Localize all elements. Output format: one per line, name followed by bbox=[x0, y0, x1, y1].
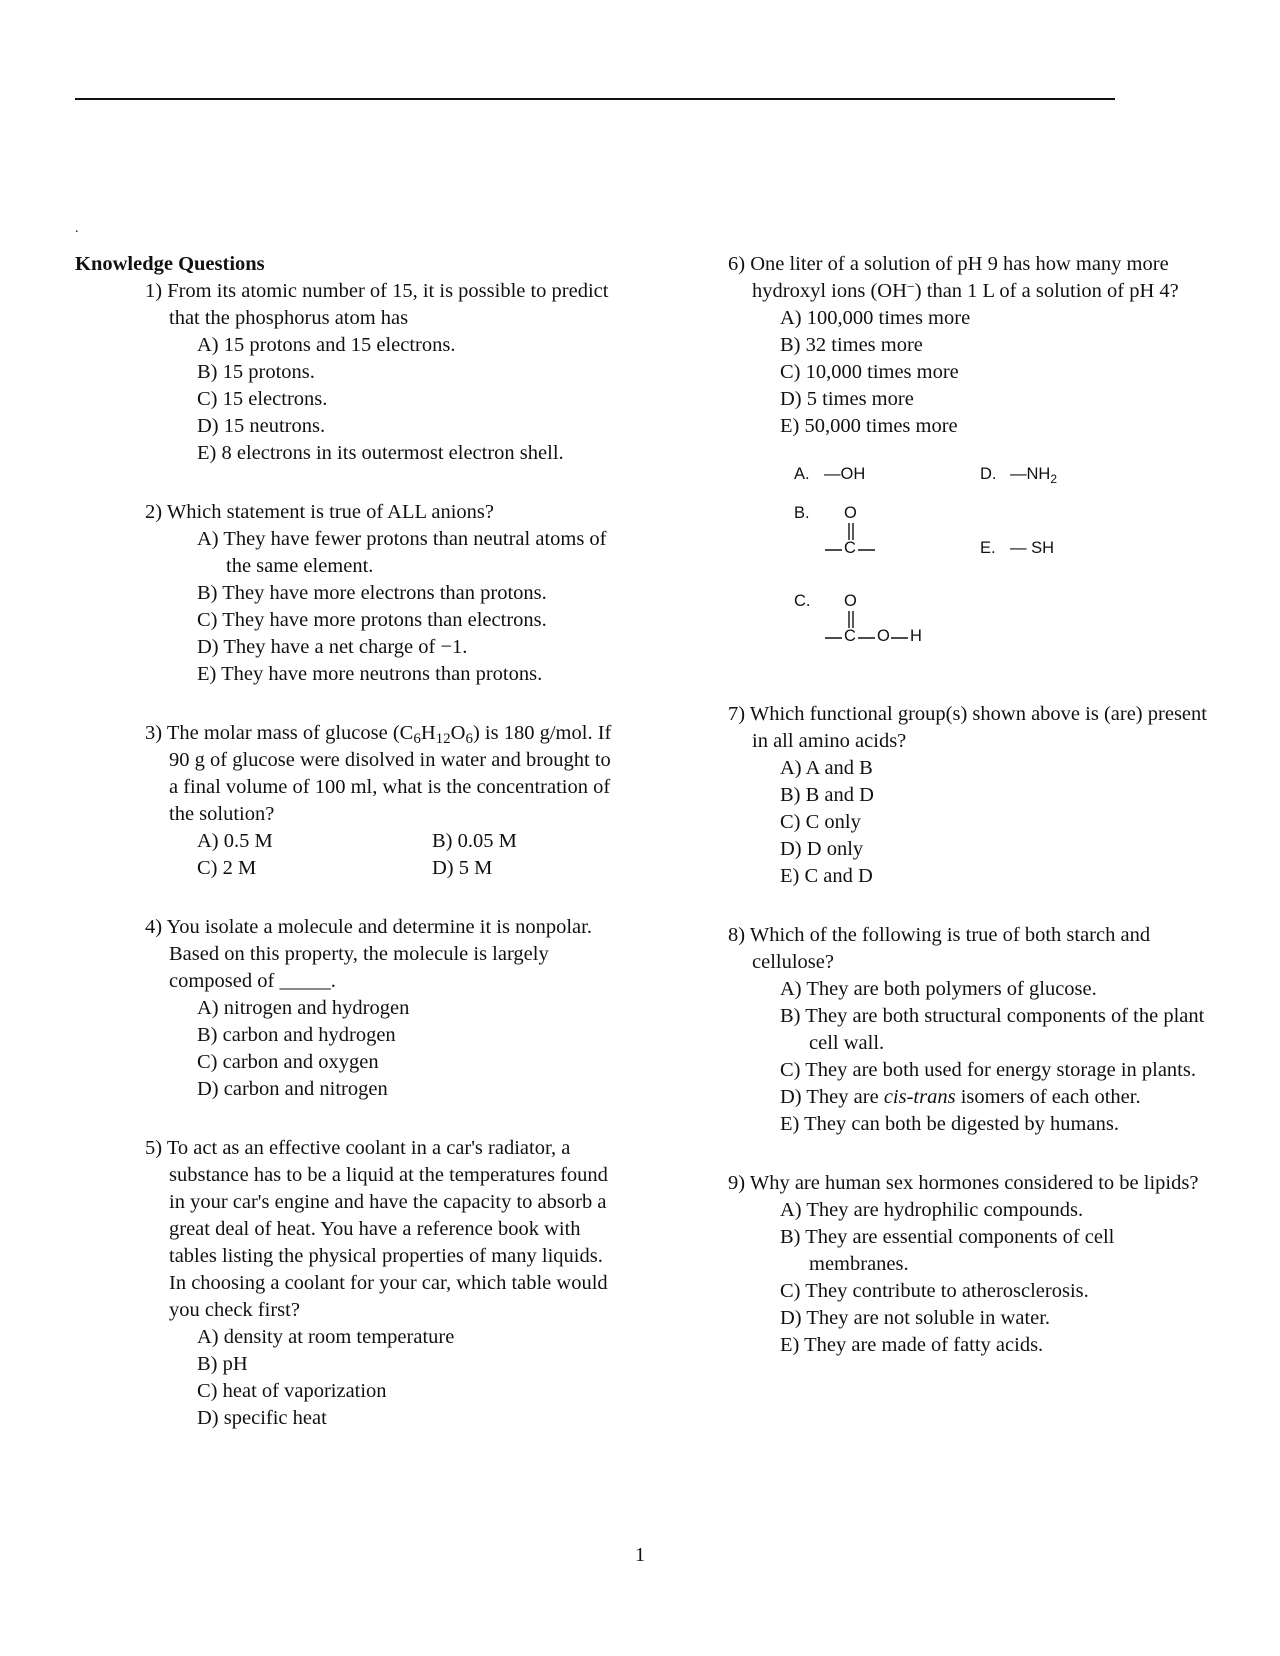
option-e: E) They are made of fatty acids. bbox=[780, 1334, 1044, 1356]
option-b: B) They are essential components of cell membranes. bbox=[780, 1226, 1115, 1275]
page-number: 1 bbox=[634, 1544, 646, 1566]
option-d: D) 5 M bbox=[432, 857, 493, 879]
functional-groups-figure bbox=[728, 460, 1208, 675]
option-e: E) 50,000 times more bbox=[780, 415, 958, 437]
question-8 bbox=[728, 922, 1208, 1138]
question-stem: 5) To act as an effective coolant in a car's radiator, a substance has to be a liquid at the temperatures found in your car's engine and have the capacity to absorb a great deal of heat. You have a reference book with tables listing the physical properties of many liquids. In choosing a coolant for your car, which table would you check first? bbox=[145, 1137, 608, 1321]
group-c-left-bond bbox=[825, 636, 843, 640]
option-e: E) C and D bbox=[780, 865, 873, 887]
group-b-carbon: C bbox=[844, 539, 856, 557]
option-d: D) D only bbox=[780, 838, 864, 860]
option-b: B) They have more electrons than protons. bbox=[197, 582, 547, 604]
option-a: A) nitrogen and hydrogen bbox=[197, 997, 410, 1019]
right-column bbox=[728, 251, 1208, 1391]
option-a: A) They have fewer protons than neutral atoms of the same element. bbox=[197, 528, 607, 577]
question-6 bbox=[728, 251, 1208, 440]
option-b: B) carbon and hydrogen bbox=[197, 1024, 396, 1046]
group-b-right-bond bbox=[858, 548, 876, 552]
question-stem: 4) You isolate a molecule and determine it is nonpolar. Based on this property, the molecule is largely composed of _____. bbox=[145, 916, 592, 992]
option-a: A) density at room temperature bbox=[197, 1326, 455, 1348]
option-a: A) A and B bbox=[780, 757, 873, 779]
option-a: A) 100,000 times more bbox=[780, 307, 971, 329]
group-a-hydroxyl: —OH bbox=[824, 465, 866, 483]
header-rule bbox=[75, 98, 1115, 100]
option-c: C) 15 electrons. bbox=[197, 388, 328, 410]
option-e: E) They have more neutrons than protons. bbox=[197, 663, 543, 685]
question-stem: 8) Which of the following is true of both starch and cellulose? bbox=[728, 924, 1151, 973]
option-d: D) 5 times more bbox=[780, 388, 914, 410]
option-d: D) They are not soluble in water. bbox=[780, 1307, 1051, 1329]
option-a: A) 0.5 M bbox=[197, 830, 273, 852]
option-b: B) pH bbox=[197, 1353, 248, 1375]
question-stem: 7) Which functional group(s) shown above is (are) present in all amino acids? bbox=[728, 703, 1207, 752]
question-9 bbox=[728, 1170, 1208, 1359]
option-d: D) 15 neutrons. bbox=[197, 415, 326, 437]
option-a: A) They are hydrophilic compounds. bbox=[780, 1199, 1084, 1221]
group-d-label: D. bbox=[980, 465, 997, 483]
option-b: B) 15 protons. bbox=[197, 361, 315, 383]
option-b: B) They are both structural components of the plant cell wall. bbox=[780, 1005, 1205, 1054]
question-stem: 1) From its atomic number of 15, it is possible to predict that the phosphorus atom has bbox=[145, 280, 609, 329]
option-c: C) They contribute to atherosclerosis. bbox=[780, 1280, 1089, 1302]
group-c-label: C. bbox=[794, 592, 811, 610]
group-c-oxygen: O bbox=[844, 592, 857, 610]
group-d-amino: $—NH_2$ bbox=[1010, 465, 1058, 486]
option-c: C) heat of vaporization bbox=[197, 1380, 387, 1402]
option-d: D) They have a net charge of −1. bbox=[197, 636, 468, 658]
group-b-label: B. bbox=[794, 504, 810, 522]
option-c: C) carbon and oxygen bbox=[197, 1051, 379, 1073]
question-stem: 6) One liter of a solution of pH 9 has how many more hydroxyl ions (OH−) than 1 L of a solution of pH 4? bbox=[728, 253, 1179, 302]
option-e: E) 8 electrons in its outermost electron shell. bbox=[197, 442, 564, 464]
option-c: C) 2 M bbox=[197, 857, 257, 879]
question-stem: 9) Why are human sex hormones considered to be lipids? bbox=[728, 1172, 1199, 1194]
question-4 bbox=[145, 914, 615, 1103]
question-stem: 3) The molar mass of glucose $(C_6H_{12}O_6)$ is 180 g/mol. If 90 g of glucose were disolved in water and brought to a final volume of 100 ml, what is the concentration of the solution? bbox=[145, 722, 612, 825]
question-2 bbox=[145, 499, 615, 688]
option-c: C) They have more protons than electrons. bbox=[197, 609, 547, 631]
option-c: C) C only bbox=[780, 811, 861, 833]
option-a: A) 15 protons and 15 electrons. bbox=[197, 334, 456, 356]
stray-dot: . bbox=[75, 221, 79, 236]
group-a-label: A. bbox=[794, 465, 810, 483]
question-1 bbox=[145, 278, 615, 467]
group-c-middle-bond bbox=[858, 636, 876, 640]
group-b-left-bond bbox=[825, 548, 843, 552]
option-b: B) B and D bbox=[780, 784, 874, 806]
group-b-oxygen: O bbox=[844, 504, 857, 522]
question-5 bbox=[145, 1135, 615, 1432]
question-7 bbox=[728, 701, 1208, 890]
option-d: D) They are cis-trans isomers of each other. bbox=[780, 1086, 1141, 1108]
option-d: D) carbon and nitrogen bbox=[197, 1078, 388, 1100]
group-e-label: E. bbox=[980, 539, 996, 557]
question-stem: 2) Which statement is true of ALL anions? bbox=[145, 501, 494, 523]
group-e-sulfhydryl: — SH bbox=[1010, 539, 1055, 557]
option-c: C) They are both used for energy storage in plants. bbox=[780, 1059, 1196, 1081]
section-title: Knowledge Questions bbox=[75, 253, 265, 275]
group-c-hydrogen: H bbox=[910, 627, 922, 645]
option-b: B) 32 times more bbox=[780, 334, 923, 356]
group-c-oxygen-2: O bbox=[877, 627, 890, 645]
group-c-carbon: C bbox=[844, 627, 856, 645]
option-c: C) 10,000 times more bbox=[780, 361, 959, 383]
question-3 bbox=[145, 720, 615, 882]
option-b: B) 0.05 M bbox=[432, 830, 517, 852]
group-c-right-bond bbox=[891, 636, 909, 640]
option-e: E) They can both be digested by humans. bbox=[780, 1113, 1119, 1135]
option-d: D) specific heat bbox=[197, 1407, 327, 1429]
left-column bbox=[145, 278, 615, 1464]
option-a: A) They are both polymers of glucose. bbox=[780, 978, 1097, 1000]
